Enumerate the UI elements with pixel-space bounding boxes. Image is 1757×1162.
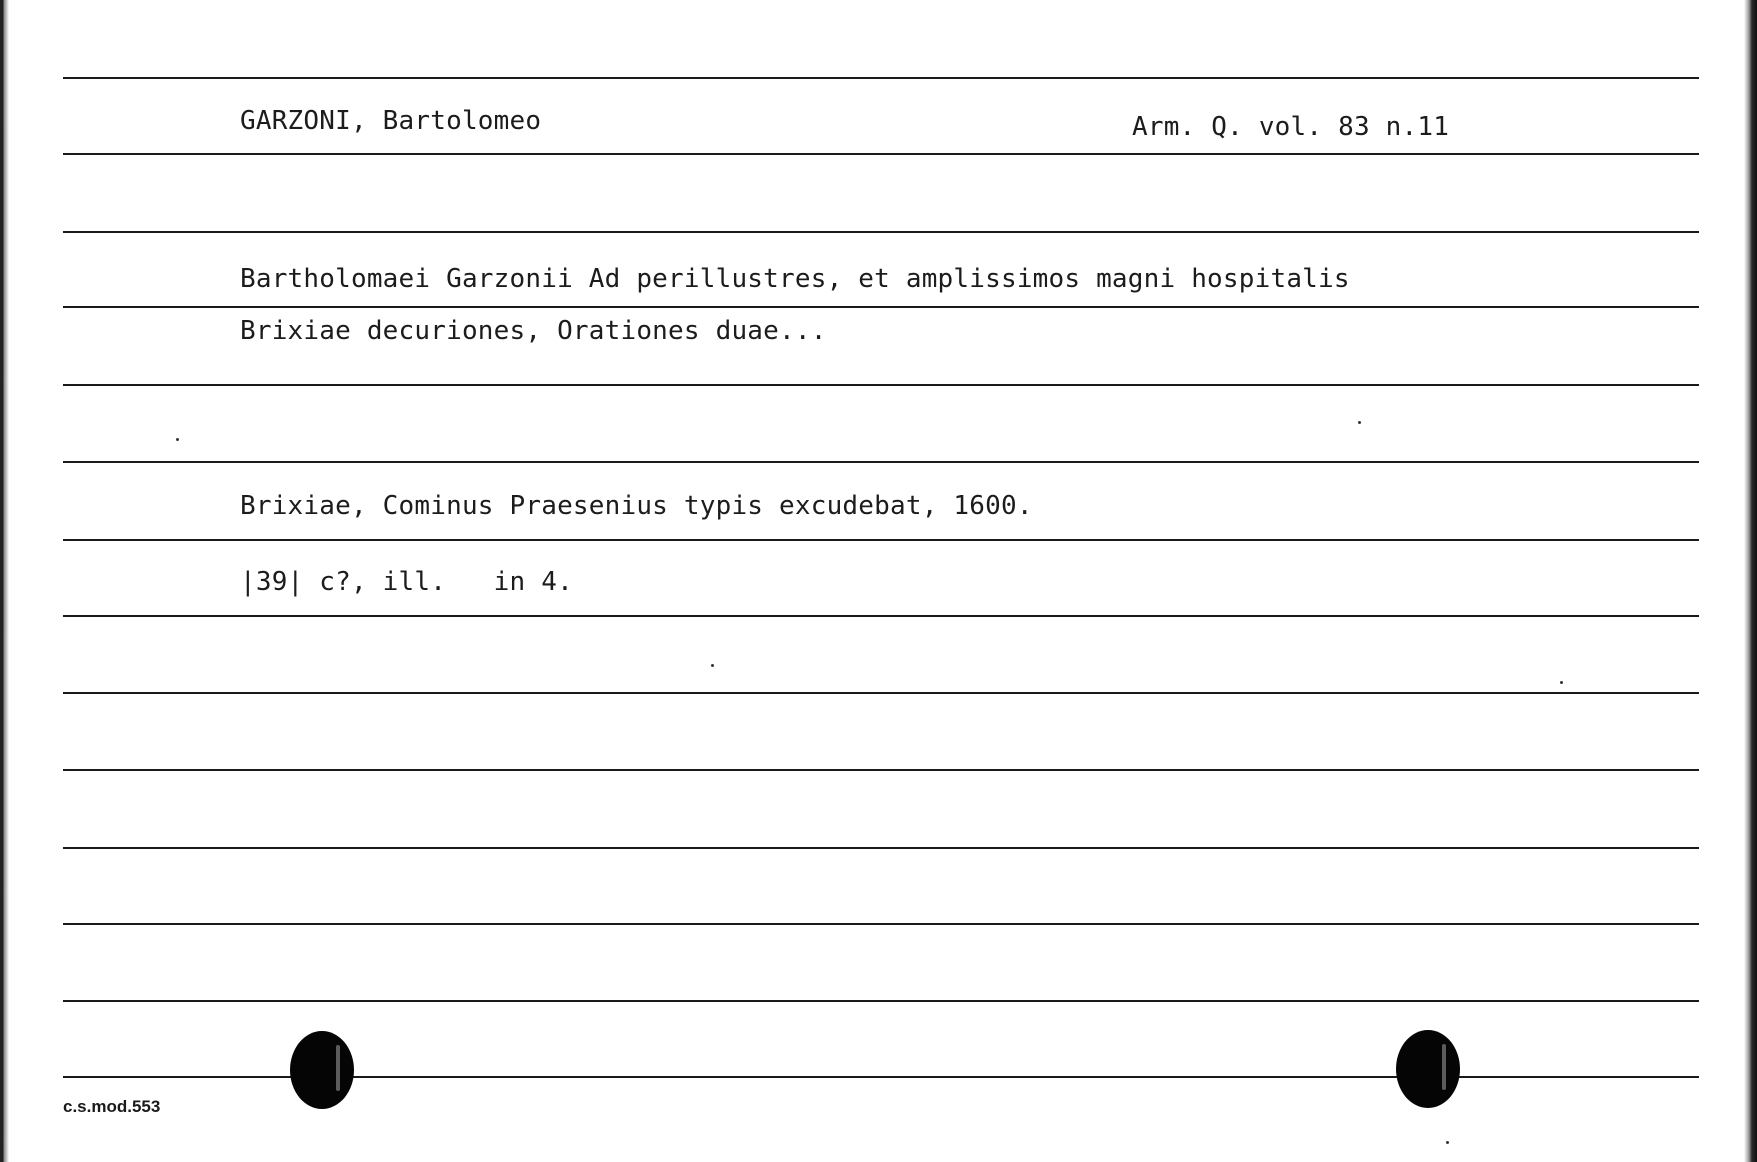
call-number: Arm. Q. vol. 83 n.11 bbox=[1132, 112, 1450, 142]
dust-speck bbox=[711, 664, 714, 667]
dust-speck bbox=[1358, 421, 1361, 424]
dust-speck bbox=[176, 438, 179, 441]
ruled-line bbox=[63, 847, 1699, 849]
form-code: c.s.mod.553 bbox=[63, 1097, 161, 1116]
ruled-line bbox=[63, 461, 1699, 463]
punch-hole-left bbox=[290, 1031, 354, 1109]
title-line: Bartholomaei Garzonii Ad perillustres, et amplissimos magni hospitalis bbox=[240, 264, 1350, 294]
dust-speck bbox=[1560, 681, 1563, 684]
card-right-edge bbox=[1744, 0, 1757, 1162]
ruled-line bbox=[63, 231, 1699, 233]
title-line: Brixiae decuriones, Orationes duae... bbox=[240, 316, 827, 346]
ruled-line bbox=[63, 1000, 1699, 1002]
author-heading: GARZONI, Bartolomeo bbox=[240, 106, 542, 136]
imprint-line: Brixiae, Cominus Praesenius typis excudebat, 1600. bbox=[240, 491, 1033, 521]
ruled-line bbox=[63, 615, 1699, 617]
ruled-line bbox=[63, 769, 1699, 771]
collation-line: |39| c?, ill. in 4. bbox=[240, 567, 573, 597]
ruled-line bbox=[63, 306, 1699, 308]
card-left-edge bbox=[0, 0, 9, 1162]
ruled-line bbox=[63, 77, 1699, 79]
ruled-line bbox=[63, 384, 1699, 386]
ruled-line bbox=[63, 923, 1699, 925]
ruled-line bbox=[63, 153, 1699, 155]
dust-speck bbox=[1446, 1141, 1449, 1144]
punch-hole-right bbox=[1396, 1030, 1460, 1108]
ruled-line bbox=[63, 539, 1699, 541]
ruled-line bbox=[63, 692, 1699, 694]
